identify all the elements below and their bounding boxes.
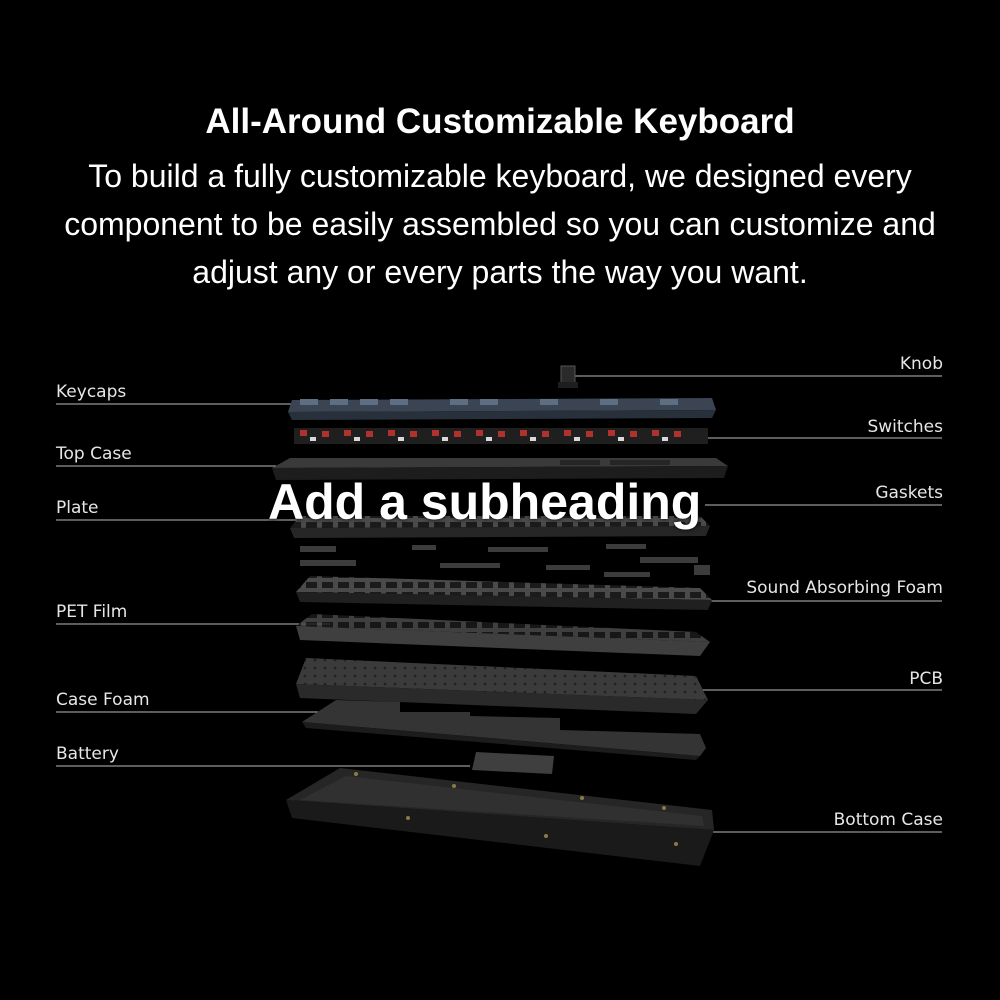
battery-part	[472, 752, 554, 774]
label-gaskets: Gaskets	[875, 483, 943, 503]
label-sound-absorbing-foam: Sound Absorbing Foam	[746, 578, 943, 598]
keycaps-part	[288, 398, 716, 420]
page-title: All-Around Customizable Keyboard	[205, 102, 795, 141]
pet-film-part	[296, 614, 710, 656]
label-pcb: PCB	[909, 669, 943, 689]
description-line: component to be easily assembled so you can customize and	[64, 206, 936, 242]
label-top-case: Top Case	[56, 444, 132, 464]
switches-part	[294, 428, 708, 444]
label-switches: Switches	[867, 417, 943, 437]
label-knob: Knob	[899, 354, 943, 374]
subheading: Add a subheading	[268, 474, 702, 530]
description-line: To build a fully customizable keyboard, we designed every	[88, 158, 912, 194]
label-pet-film: PET Film	[56, 602, 128, 622]
bottom-case-part	[286, 768, 714, 866]
label-keycaps: Keycaps	[56, 382, 127, 402]
label-case-foam: Case Foam	[56, 690, 150, 710]
gaskets-part	[300, 544, 710, 577]
description-line: adjust any or every parts the way you want.	[192, 254, 808, 290]
label-plate: Plate	[56, 498, 99, 518]
label-battery: Battery	[56, 744, 119, 764]
sound-absorbing-foam-part	[296, 576, 712, 610]
label-bottom-case: Bottom Case	[833, 810, 943, 830]
knob-part	[558, 366, 578, 388]
